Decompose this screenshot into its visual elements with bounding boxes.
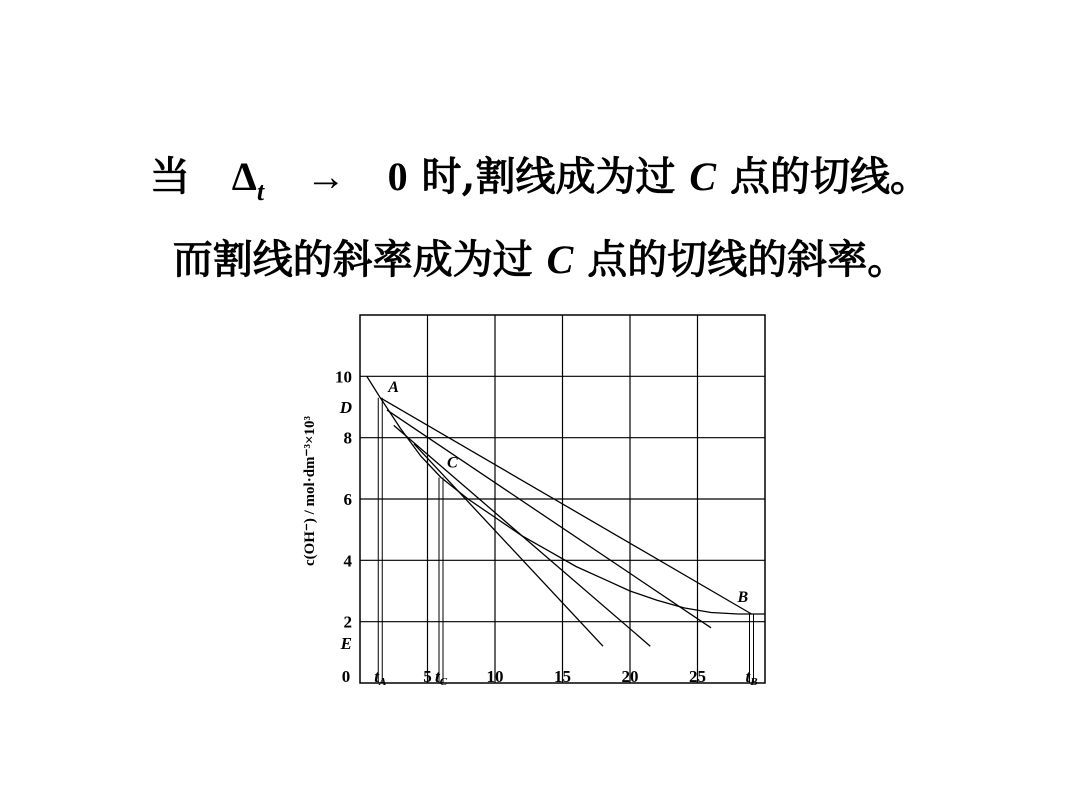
delta-symbol: Δ xyxy=(231,154,257,199)
secant-line xyxy=(380,398,751,614)
line1-middle: 时,割线成为过 xyxy=(421,153,676,200)
zero-value: 0 xyxy=(387,154,408,199)
line2-prefix: 而割线的斜率成为过 xyxy=(172,236,533,283)
y-tick-label: 2 xyxy=(343,612,352,632)
y-letter-label-D: D xyxy=(339,398,352,417)
line1-suffix: 点的切线。 xyxy=(730,153,931,200)
x-tick-label: tB xyxy=(745,667,758,688)
secant-line xyxy=(394,425,651,646)
x-tick-label: 0 xyxy=(341,667,351,686)
line1-point-c: C xyxy=(689,154,717,199)
x-tick-label: 20 xyxy=(621,667,639,686)
point-label-A: A xyxy=(388,378,399,396)
statement-line-1 xyxy=(0,145,1080,207)
concentration-curve xyxy=(367,376,765,614)
y-tick-label: 8 xyxy=(343,428,352,448)
x-tick-label: tC xyxy=(434,667,448,688)
y-tick-label: 6 xyxy=(343,490,352,509)
secant-line xyxy=(414,444,603,646)
line1-prefix: 当 xyxy=(149,153,190,200)
arrow-symbol: → xyxy=(305,154,346,199)
y-letter-label-E: E xyxy=(340,634,352,654)
chart-grid xyxy=(360,315,765,683)
y-axis-label: c(OH⁻) / mol·dm⁻³×10³ xyxy=(302,415,318,567)
line2-point-c: C xyxy=(546,237,574,282)
y-tick-label: 10 xyxy=(335,367,352,387)
x-tick-label: 15 xyxy=(554,667,571,686)
point-label-B: B xyxy=(737,589,749,606)
x-tick-label: 10 xyxy=(486,667,504,686)
chart-labels xyxy=(302,367,758,688)
chart-curves xyxy=(367,376,765,683)
statement-line-2 xyxy=(0,228,1080,285)
delta-subscript: t xyxy=(256,177,265,206)
x-tick-label: 5 xyxy=(423,667,432,686)
line2-suffix: 点的切线的斜率。 xyxy=(587,236,908,283)
x-tick-label: 25 xyxy=(689,667,706,686)
y-tick-label: 4 xyxy=(343,551,352,571)
x-tick-label: tA xyxy=(374,667,387,688)
concentration-time-chart xyxy=(290,305,780,695)
point-label-C: C xyxy=(447,454,458,472)
secant-line xyxy=(387,410,711,628)
